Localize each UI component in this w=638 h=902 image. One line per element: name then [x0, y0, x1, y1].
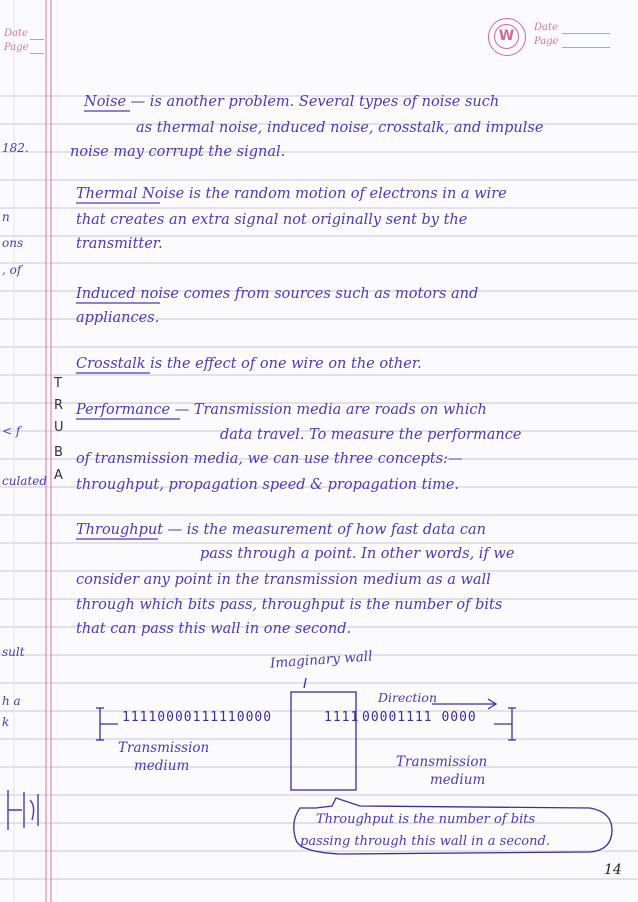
crosstalk-text: Crosstalk is the effect of one wire on the other. [76, 356, 422, 372]
side-letter: U [54, 420, 64, 435]
side-letter: T [54, 376, 62, 391]
side-letter: A [54, 468, 63, 483]
medium-right-label: medium [430, 772, 486, 788]
bubble-text: passing through this wall in a second. [300, 834, 550, 849]
throughput-text: through which bits pass, throughput is the number of bits [76, 597, 503, 613]
margin-note: sult [2, 645, 25, 659]
margin-note: n [2, 210, 10, 224]
page-number: 14 [604, 862, 622, 878]
margin-note: ons [2, 236, 24, 250]
date-label-left: Date [4, 28, 28, 39]
page-label-right: Page [534, 36, 559, 47]
medium-left-label: Transmission [118, 740, 210, 756]
side-letter: B [54, 445, 63, 460]
margin-note: 182. [2, 141, 29, 155]
throughput-text: consider any point in the transmission medium as a wall [76, 572, 491, 588]
logo-letter: W [494, 24, 519, 49]
margin-note: k [2, 715, 10, 729]
performance-text: Performance — Transmission media are roads on which [76, 402, 487, 418]
thermal-text: transmitter. [76, 236, 163, 252]
imaginary-wall-rect [291, 692, 356, 790]
bit-stream-right-a: 1111 [324, 710, 360, 725]
page-label-left: Page [4, 42, 29, 53]
performance-text: of transmission media, we can use three concepts:— [76, 451, 463, 467]
direction-label: Direction [378, 690, 437, 705]
induced-text: appliances. [76, 310, 160, 326]
margin-note: , of [2, 263, 22, 277]
noise-text: noise may corrupt the signal. [70, 144, 286, 160]
performance-text: data travel. To measure the performance [220, 427, 522, 443]
side-letter: R [54, 398, 64, 413]
medium-left-label: medium [134, 758, 190, 774]
margin-note: culated [2, 474, 48, 488]
throughput-text: pass through a point. In other words, if we [200, 546, 515, 562]
thermal-text: that creates an extra signal not originally sent by the [76, 212, 468, 228]
performance-text: throughput, propagation speed & propagation time. [76, 477, 460, 493]
throughput-text: Throughput — is the measurement of how fast data can [76, 522, 487, 538]
noise-text: as thermal noise, induced noise, crosstalk, and impulse [136, 120, 544, 136]
induced-text: Induced noise comes from sources such as motors and [76, 286, 479, 302]
bit-stream-right-b: 00001111 0000 [362, 710, 477, 725]
throughput-text: that can pass this wall in one second. [76, 621, 352, 637]
date-label-right: Date [534, 22, 558, 33]
margin-note: < f [2, 424, 21, 438]
thermal-text: Thermal Noise is the random motion of electrons in a wire [76, 186, 507, 202]
medium-right-label: Transmission [396, 754, 488, 770]
imaginary-wall-label: Imaginary wall [269, 648, 373, 672]
bubble-text: Throughput is the number of bits [316, 812, 536, 827]
noise-text: Noise — is another problem. Several types of noise such [84, 94, 500, 110]
bit-stream-left: 11110000111110000 [122, 710, 273, 725]
margin-note: h a [2, 694, 21, 708]
